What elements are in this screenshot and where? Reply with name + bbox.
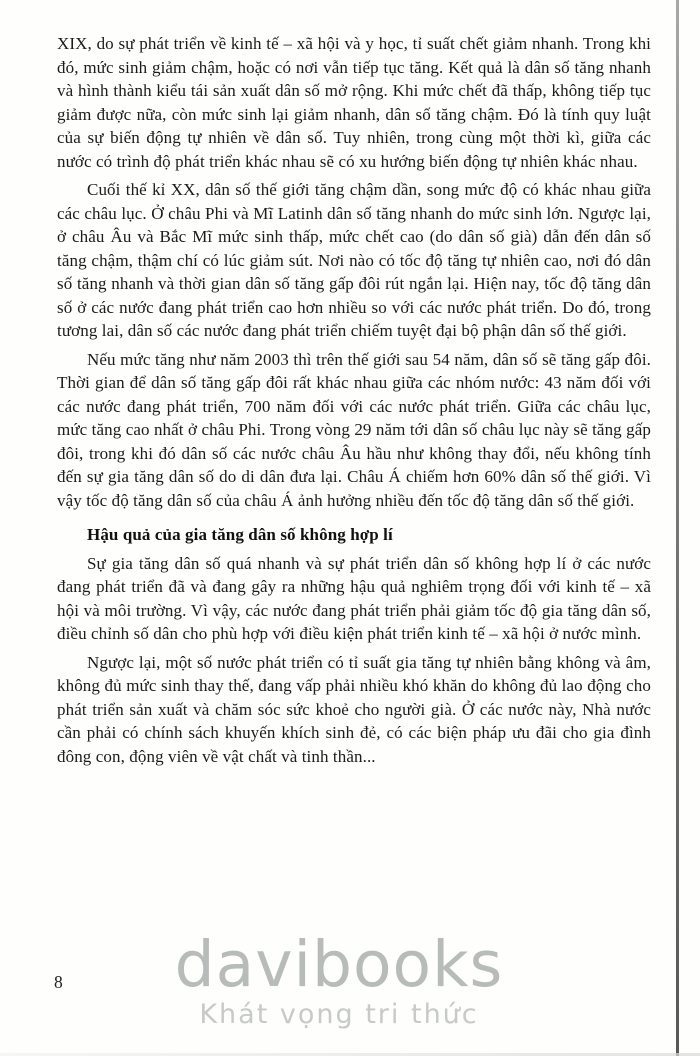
watermark xyxy=(0,928,678,1030)
body-paragraph-4: Sự gia tăng dân số quá nhanh và sự phát triển dân số không hợp lí ở các nước đang phát triển đã và đang gây ra những hậu quả nghiêm trọng đối với kinh tế – xã hội và môi trường. Vì vậy, các nước đang phát triển phải giảm tốc độ gia tăng dân số, điều chỉnh số dân cho phù hợp với điều kiện phát triển kinh tế – xã hội ở nước mình. xyxy=(57,553,651,643)
page-content xyxy=(57,32,651,773)
page-number: 8 xyxy=(54,972,63,992)
scan-edge-right xyxy=(676,0,679,1056)
watermark-slogan-text: Khát vọng tri thức xyxy=(199,999,479,1030)
watermark-brand-text: davibooks xyxy=(174,928,504,1001)
body-paragraph-3: Nếu mức tăng như năm 2003 thì trên thế giới sau 54 năm, dân số sẽ tăng gấp đôi. Thời gian để dân số tăng gấp đôi rất khác nhau giữa các nhóm nước: 43 năm đối với các nước đang phát triển, 700 năm đối với các nước phát triển. Giữa các châu lục, mức tăng cao nhất ở châu Phi. Trong vòng 29 năm tới dân số châu lục này sẽ tăng gấp đôi, trong khi đó dân số các nước châu Âu hầu như không thay đổi, nếu không tính đến sự gia tăng dân số do di dân đưa lại. Châu Á chiếm hơn 60% dân số thế giới. Vì vậy tốc độ tăng dân số của châu Á ảnh hưởng nhiều đến tốc độ tăng dân số thế giới. xyxy=(57,349,651,510)
body-paragraph-2: Cuối thế kỉ XX, dân số thế giới tăng chậm dần, song mức độ có khác nhau giữa các châu lục. Ở châu Phi và Mĩ Latinh dân số tăng nhanh do mức sinh lớn. Ngược lại, ở châu Âu và Bắc Mĩ mức sinh thấp, mức chết cao (do dân số già) dẫn đến dân số tăng chậm, thậm chí có lúc giảm sút. Nơi nào có tốc độ tăng tự nhiên cao, nơi đó dân số tăng nhanh và thời gian dân số tăng gấp đôi rút ngắn lại. Hiện nay, tốc độ tăng dân số ở các nước đang phát triển cao hơn nhiều so với các nước phát triển. Do đó, trong tương lai, dân số các nước đang phát triển chiếm tuyệt đại bộ phận dân số thế giới. xyxy=(57,180,651,340)
body-paragraph-1: XIX, do sự phát triển về kinh tế – xã hội và y học, tỉ suất chết giảm nhanh. Trong khi đó, mức sinh giảm chậm, hoặc có nơi vẫn tiếp tục tăng. Kết quả là dân số tăng nhanh và hình thành kiểu tái sản xuất dân số mở rộng. Khi mức chết đã thấp, không tiếp tục giảm được nữa, còn mức sinh lại giảm nhanh, dân số tăng chậm. Đó là tính quy luật của sự biến động tự nhiên về dân số. Tuy nhiên, trong cùng một thời kì, giữa các nước có trình độ phát triển khác nhau sẽ có xu hướng biến động tự nhiên khác nhau. xyxy=(57,34,651,171)
section-heading: Hậu quả của gia tăng dân số không hợp lí xyxy=(87,525,393,544)
body-paragraph-5: Ngược lại, một số nước phát triển có tỉ suất gia tăng tự nhiên bằng không và âm, không đủ mức sinh thay thế, đang vấp phải nhiều khó khăn do không đủ lao động cho phát triển sản xuất và chăm sóc sức khoẻ cho người già. Ở các nước này, Nhà nước cần phải có chính sách khuyến khích sinh đẻ, có các biện pháp ưu đãi cho gia đình đông con, động viên về vật chất và tinh thần... xyxy=(57,652,651,766)
